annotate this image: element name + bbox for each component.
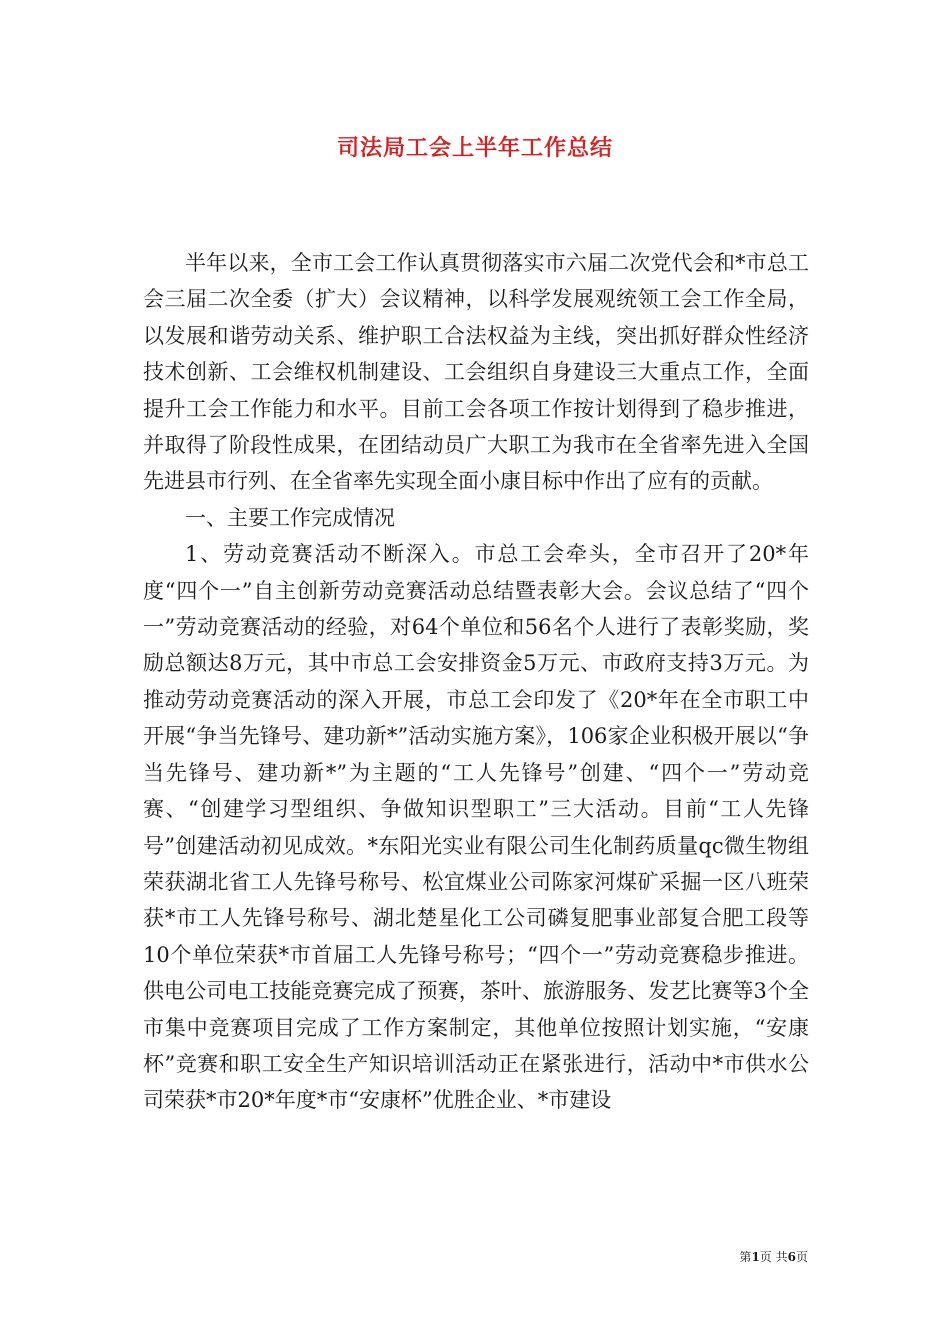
document-body	[143, 245, 809, 1119]
page-total: 6	[787, 1250, 796, 1264]
paragraph-intro: 半年以来，全市工会工作认真贯彻落实市六届二次党代会和*市总工会三届二次全委（扩大）会议精神，以科学发展观统领工会工作全局，以发展和谐劳动关系、维护职工合法权益为主线，突出抓好群众性经济技术创新、工会维权机制建设、工会组织自身建设三大重点工作，全面提升工会工作能力和水平。目前工会各项工作按计划得到了稳步推进，并取得了阶段性成果，在团结动员广大职工为我市在全省率先进入全国先进县市行列、在全省率先实现全面小康目标中作出了应有的贡献。	[143, 251, 809, 494]
paragraph-labor-competition: 1、劳动竞赛活动不断深入。市总工会牵头，全市召开了20*年度“四个一”自主创新劳动竞赛活动总结暨表彰大会。会议总结了“四个一”劳动竞赛活动的经验，对64个单位和56名个人进行了表彰奖励，奖励总额达8万元，其中市总工会安排资金5万元、市政府支持3万元。为推动劳动竞赛活动的深入开展，市总工会印发了《20*年在全市职工中开展“争当先锋号、建功新*”活动实施方案》，106家企业积极开展以“争当先锋号、建功新*”为主题的“工人先锋号”创建、“四个一”劳动竞赛、“创建学习型组织、争做知识型职工”三大活动。目前“工人先锋号”创建活动初见成效。*东阳光实业有限公司生化制药质量qc微生物组荣获湖北省工人先锋号称号、松宜煤业公司陈家河煤矿采掘一区八班荣获*市工人先锋号称号、湖北楚星化工公司磷复肥事业部复合肥工段等10个单位荣获*市首届工人先锋号称号；“四个一”劳动竞赛稳步推进。供电公司电工技能竞赛完成了预赛，茶叶、旅游服务、发艺比赛等3个全市集中竞赛项目完成了工作方案制定，其他单位按照计划实施，“安康杯”竞赛和职工安全生产知识培训活动正在紧张进行，活动中*市供水公司荣获*市20*年度*市“安康杯”优胜企业、*市建设	[143, 542, 809, 1113]
page-middle: 页 共	[759, 1250, 788, 1264]
document-title: 司法局工会上半年工作总结	[336, 135, 613, 161]
page-prefix: 第	[739, 1250, 752, 1264]
page-current: 1	[751, 1250, 760, 1264]
page-suffix: 页	[795, 1250, 808, 1264]
page-number	[739, 1248, 808, 1265]
section-heading: 一、主要工作完成情况	[185, 505, 395, 530]
